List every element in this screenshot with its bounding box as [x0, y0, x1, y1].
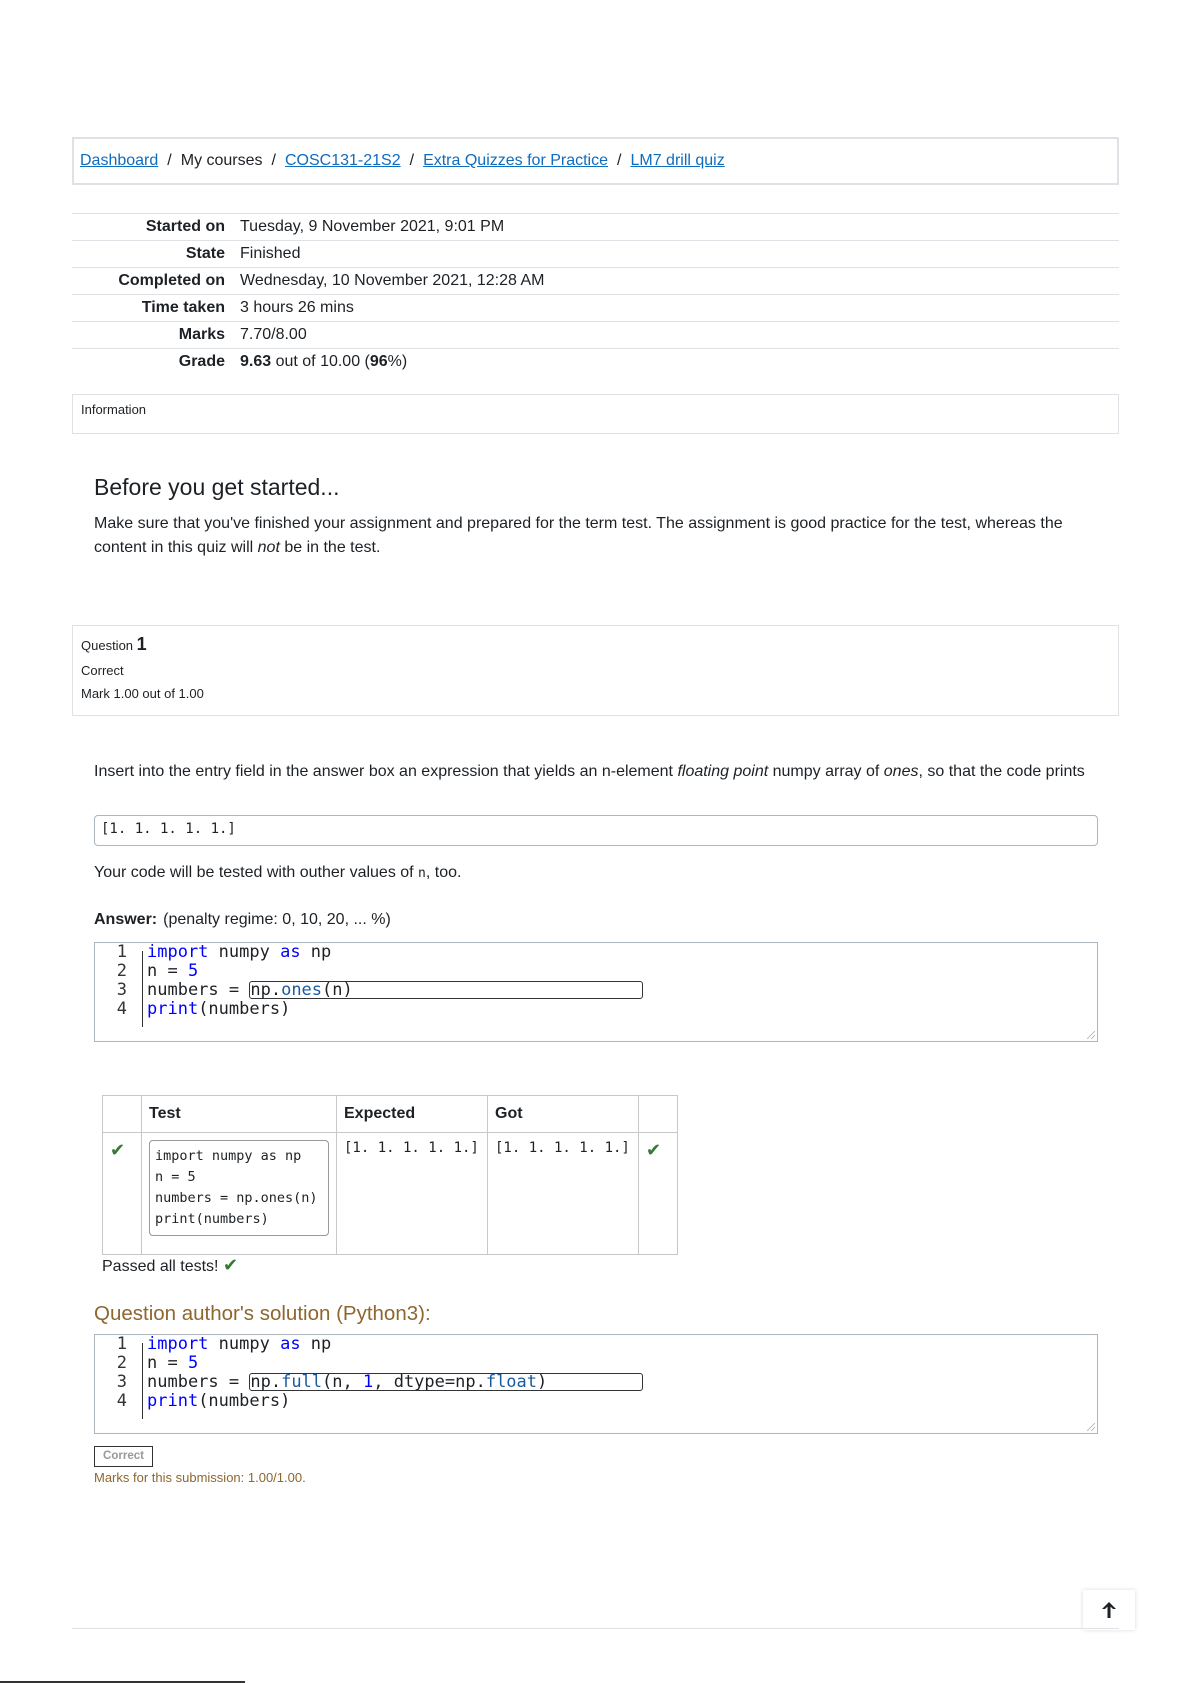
tested-note-code: n [418, 866, 426, 881]
information-text-part: Make sure that you've finished your assignment and prepared for the term test. The assignment is good practice for the test, whereas the content in this quiz will [94, 515, 1063, 556]
passed-label: Passed all tests! [102, 1258, 223, 1275]
results-header-expected: Expected [337, 1096, 488, 1133]
question-status: Correct [81, 663, 124, 678]
tested-note [94, 864, 461, 882]
code-source: n = 5 [147, 1353, 199, 1373]
marks-for-submission: Marks for this submission: 1.00/1.00. [94, 1470, 306, 1485]
tested-note-part: Your code will be tested with outher values of [94, 864, 419, 881]
arrow-up-icon [1101, 1601, 1117, 1619]
information-text [94, 512, 1104, 560]
footer-divider [72, 1628, 1119, 1629]
table-row [103, 1133, 678, 1255]
breadcrumb-course-link[interactable]: COSC131-21S2 [284, 152, 401, 169]
answer-entry-field[interactable]: np.ones(n) [249, 981, 643, 999]
question-mark: Mark 1.00 out of 1.00 [81, 686, 204, 701]
breadcrumb-separator: / [167, 152, 172, 169]
row-result [639, 1133, 678, 1255]
code-source: n = 5 [147, 961, 199, 981]
penalty-regime: (penalty regime: 0, 10, 20, ... %) [163, 911, 391, 928]
summary-row [72, 322, 1119, 349]
question-number-value: 1 [136, 634, 147, 654]
information-heading: Before you get started... [94, 474, 340, 500]
summary-label: Time taken [141, 299, 225, 316]
summary-row [72, 295, 1119, 322]
line-number: 2 [116, 961, 127, 981]
row-expected: [1. 1. 1. 1. 1.] [337, 1133, 488, 1255]
code-source: print(numbers) [147, 1391, 291, 1411]
expected-output-box: [1. 1. 1. 1. 1.] [94, 815, 1098, 846]
line-number: 1 [116, 1334, 127, 1354]
code-line [95, 1354, 1097, 1373]
code-source: import numpy as np [147, 1334, 332, 1354]
check-icon: ✔ [110, 1140, 126, 1160]
code-line [95, 1000, 1097, 1019]
summary-label: Marks [178, 326, 225, 343]
code-line [95, 981, 1097, 1000]
results-header-status [103, 1096, 142, 1133]
code-line [95, 1373, 1097, 1392]
breadcrumb-my-courses: My courses [180, 152, 263, 169]
question-text-emphasis: ones [883, 763, 919, 780]
author-entry-field[interactable]: np.full(n, 1, dtype=np.float) [249, 1373, 643, 1391]
information-box [72, 394, 1119, 434]
breadcrumb [72, 137, 1119, 185]
breadcrumb-separator: / [271, 152, 276, 169]
test-results-table [102, 1095, 678, 1255]
question-text-emphasis: floating point [677, 763, 769, 780]
answer-label-row [94, 911, 391, 929]
grade-value [233, 349, 1119, 376]
question-number-label: Question [81, 638, 137, 653]
code-source: numbers = np.ones(n) [147, 981, 643, 1000]
summary-label: Completed on [118, 272, 225, 289]
question-info-box [72, 625, 1119, 716]
row-status [103, 1133, 142, 1255]
summary-value: Wednesday, 10 November 2021, 12:28 AM [240, 272, 545, 289]
author-solution-heading: Question author's solution (Python3): [94, 1302, 431, 1325]
code-line [95, 943, 1097, 962]
resize-handle[interactable] [1087, 1031, 1095, 1039]
summary-value: Finished [240, 245, 301, 262]
code-source: numbers = np.full(n, 1, dtype=np.float) [147, 1373, 643, 1392]
attempt-summary-table [72, 213, 1119, 375]
summary-label: Started on [145, 218, 225, 235]
line-number: 3 [116, 1372, 127, 1392]
results-header-got: Got [488, 1096, 639, 1133]
question-text-part: Insert into the entry field in the answer box an expression that yields an n-element [94, 763, 678, 780]
summary-value: Tuesday, 9 November 2021, 9:01 PM [240, 218, 505, 235]
test-code-block: import numpy as np n = 5 numbers = np.ones(n) print(numbers) [149, 1140, 329, 1236]
results-header-result [639, 1096, 678, 1133]
code-line [95, 1392, 1097, 1411]
summary-value: 7.70/8.00 [240, 326, 307, 343]
line-number: 4 [116, 1391, 127, 1411]
row-test [142, 1133, 337, 1255]
breadcrumb-quiz-link[interactable]: LM7 drill quiz [630, 152, 725, 169]
code-source: print(numbers) [147, 999, 291, 1019]
answer-label: Answer: [94, 911, 158, 928]
line-number: 4 [116, 999, 127, 1019]
grade-out-of: out of 10.00 ( [271, 353, 370, 370]
summary-row [72, 214, 1119, 241]
resize-handle[interactable] [1087, 1423, 1095, 1431]
code-line [95, 962, 1097, 981]
summary-value: 3 hours 26 mins [240, 299, 354, 316]
author-code-editor[interactable] [94, 1334, 1098, 1434]
breadcrumb-separator: / [409, 152, 415, 169]
grade-score: 9.63 [240, 353, 272, 370]
check-icon: ✔ [646, 1140, 662, 1160]
check-icon: ✔ [222, 1255, 239, 1275]
results-header-row [103, 1096, 678, 1133]
correct-button[interactable]: Correct [94, 1446, 153, 1467]
question-text-part: numpy array of [768, 763, 884, 780]
summary-row [72, 268, 1119, 295]
grade-percent: 96 [369, 353, 388, 370]
back-to-top-button[interactable] [1083, 1590, 1135, 1630]
code-source: import numpy as np [147, 942, 332, 962]
question-text [94, 760, 1104, 784]
line-number: 1 [116, 942, 127, 962]
question-number [81, 634, 1110, 655]
summary-label: State [185, 245, 225, 262]
summary-row-grade [72, 349, 1119, 376]
summary-row [72, 241, 1119, 268]
information-label: Information [81, 402, 147, 417]
question-text-part: , so that the code prints [918, 763, 1085, 780]
line-number: 2 [116, 1353, 127, 1373]
breadcrumb-separator: / [617, 152, 622, 169]
grade-label: Grade [178, 353, 225, 370]
passed-all-tests [102, 1255, 238, 1276]
information-text-part: be in the test. [279, 539, 381, 556]
breadcrumb-dashboard-link[interactable]: Dashboard [80, 152, 159, 169]
row-got: [1. 1. 1. 1. 1.] [488, 1133, 639, 1255]
answer-code-editor[interactable] [94, 942, 1098, 1042]
results-header-test: Test [142, 1096, 337, 1133]
line-number: 3 [116, 980, 127, 1000]
information-text-emphasis: not [257, 539, 280, 556]
code-line [95, 1335, 1097, 1354]
tested-note-part: , too. [425, 864, 462, 881]
breadcrumb-section-link[interactable]: Extra Quizzes for Practice [423, 152, 609, 169]
grade-suffix: %) [387, 353, 408, 370]
